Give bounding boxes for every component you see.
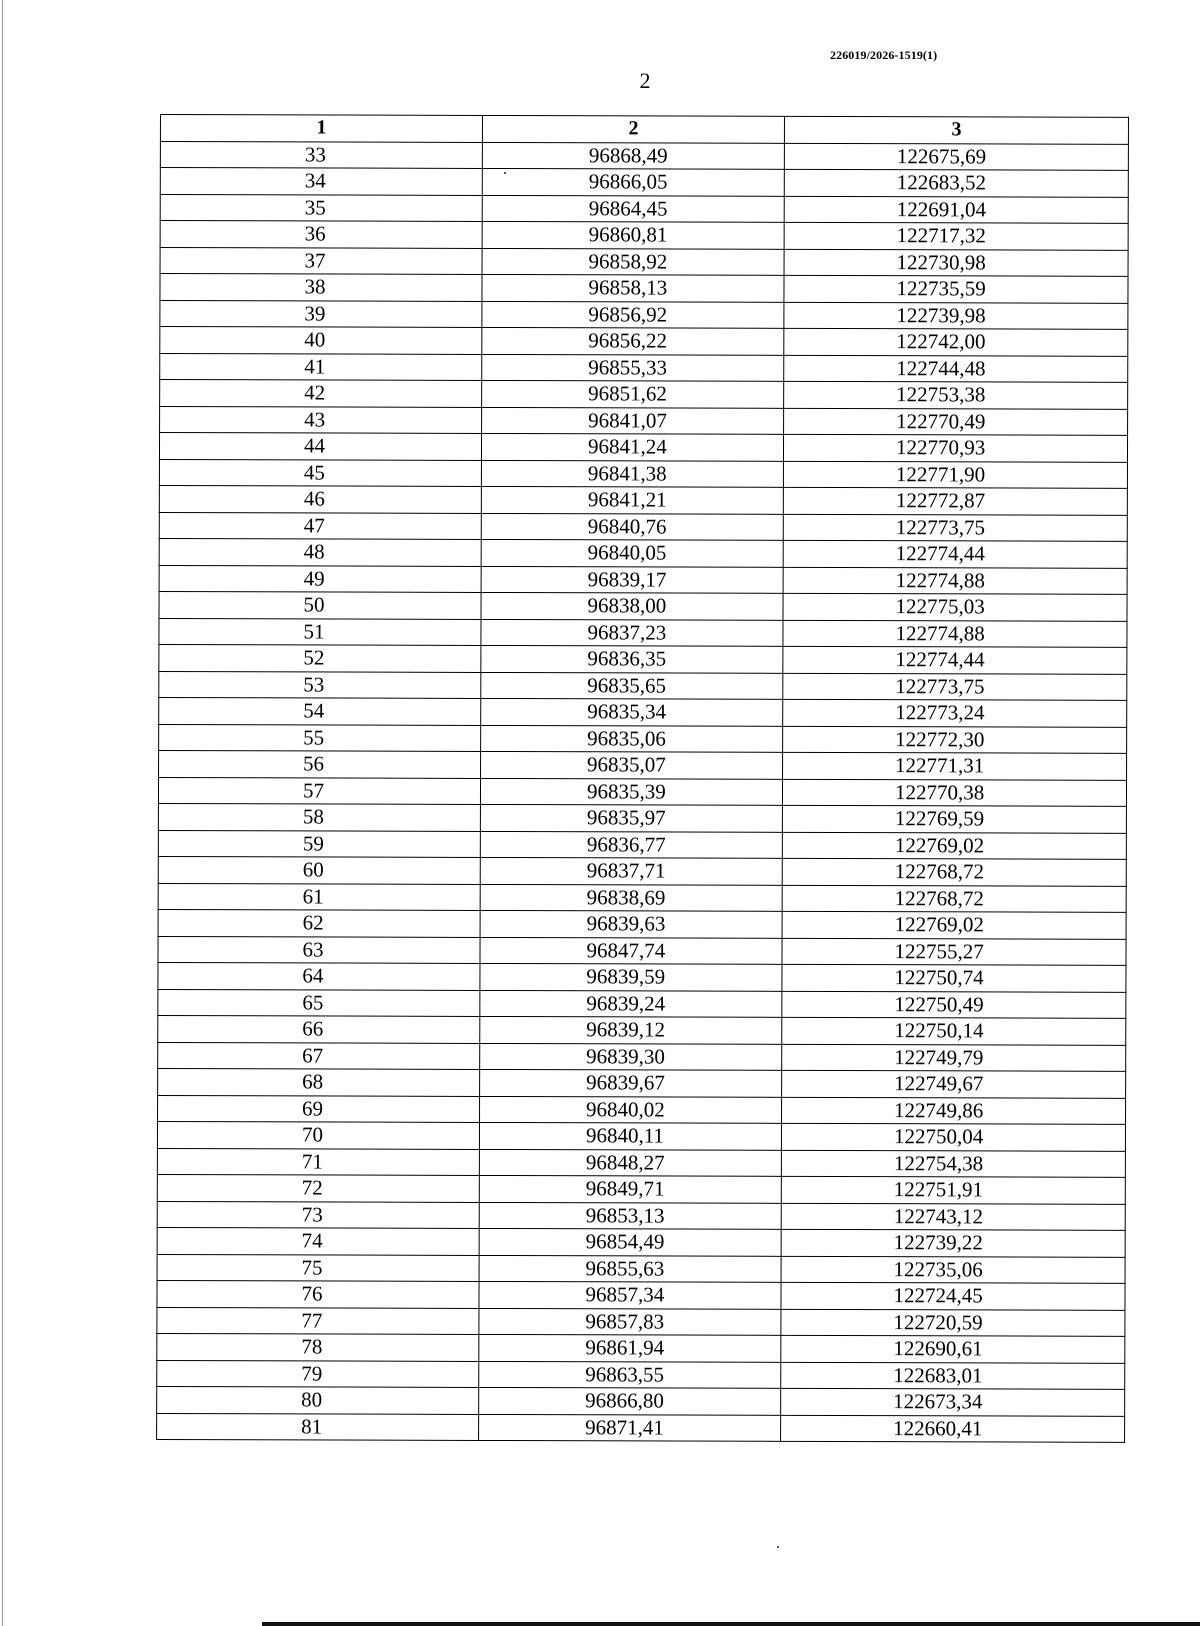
table-cell-col-1: 40	[160, 327, 482, 354]
table-cell-col-2: 96837,23	[481, 619, 783, 646]
table-row	[157, 1307, 1125, 1336]
table-cell-col-3: 122754,38	[781, 1150, 1125, 1178]
table-cell-col-1: 45	[159, 459, 481, 486]
table-row	[159, 485, 1127, 514]
table-cell-col-3: 122735,06	[781, 1256, 1125, 1284]
table-cell-col-1: 76	[157, 1280, 479, 1307]
table-cell-col-3: 122773,75	[783, 514, 1127, 542]
table-cell-col-1: 54	[159, 697, 481, 724]
table-cell-col-2: 96839,24	[480, 990, 782, 1017]
table-cell-col-2: 96841,21	[481, 486, 783, 513]
table-cell-col-2: 96855,33	[482, 354, 784, 381]
table-cell-col-1: 81	[157, 1413, 479, 1440]
table-cell-col-2: 96856,92	[482, 301, 784, 328]
table-cell-col-3: 122730,98	[784, 249, 1128, 277]
table-cell-col-3: 122660,41	[781, 1415, 1125, 1443]
table-row	[157, 1254, 1125, 1283]
table-cell-col-1: 78	[157, 1333, 479, 1360]
table-cell-col-2: 96856,22	[482, 327, 784, 354]
table-cell-col-2: 96835,07	[481, 751, 783, 778]
column-header-2: 2	[482, 115, 784, 142]
table-row	[160, 406, 1128, 435]
table-cell-col-1: 35	[160, 194, 482, 221]
table-cell-col-3: 122755,27	[782, 938, 1126, 966]
table-row	[157, 1280, 1125, 1309]
table-row	[157, 1386, 1125, 1415]
table-row	[157, 1121, 1125, 1150]
table-cell-col-3: 122770,38	[782, 779, 1126, 807]
table-cell-col-1: 65	[158, 989, 480, 1016]
table-cell-col-1: 46	[159, 485, 481, 512]
table-row	[160, 380, 1128, 409]
table-cell-col-2: 96863,55	[479, 1361, 781, 1388]
table-cell-col-2: 96835,39	[480, 778, 782, 805]
table-cell-col-2: 96848,27	[479, 1149, 781, 1176]
table-cell-col-2: 96866,05	[482, 168, 784, 195]
table-cell-col-1: 34	[160, 168, 482, 195]
table-row	[160, 353, 1128, 382]
table-cell-col-2: 96835,34	[481, 698, 783, 725]
table-cell-col-2: 96858,13	[482, 274, 784, 301]
table-cell-col-2: 96866,80	[479, 1387, 781, 1414]
table-cell-col-3: 122744,48	[784, 355, 1128, 383]
table-cell-col-2: 96838,00	[481, 592, 783, 619]
table-row	[159, 459, 1127, 488]
table-cell-col-1: 58	[158, 803, 480, 830]
table-cell-col-2: 96861,94	[479, 1334, 781, 1361]
table-cell-col-1: 49	[159, 565, 481, 592]
table-row	[160, 327, 1128, 356]
table-cell-col-1: 41	[160, 353, 482, 380]
table-cell-col-2: 96839,17	[481, 566, 783, 593]
table-cell-col-1: 37	[160, 247, 482, 274]
table-cell-col-2: 96841,07	[482, 407, 784, 434]
table-cell-col-3: 122773,24	[783, 699, 1127, 727]
table-cell-col-3: 122739,22	[781, 1229, 1125, 1257]
table-cell-col-3: 122774,44	[783, 540, 1127, 568]
table-cell-col-3: 122750,14	[782, 1017, 1126, 1045]
table-cell-col-2: 96839,67	[480, 1069, 782, 1096]
table-row	[160, 194, 1128, 223]
table-row	[159, 697, 1127, 726]
table-cell-col-3: 122735,59	[784, 275, 1128, 303]
table-cell-col-2: 96871,41	[479, 1414, 781, 1441]
table-cell-col-3: 122775,03	[783, 593, 1127, 621]
table-row	[157, 1333, 1125, 1362]
table-cell-col-1: 80	[157, 1386, 479, 1413]
table-cell-col-1: 48	[159, 538, 481, 565]
table-cell-col-2: 96840,02	[480, 1096, 782, 1123]
table-cell-col-1: 68	[158, 1068, 480, 1095]
table-row	[158, 1095, 1126, 1124]
table-cell-col-1: 36	[160, 221, 482, 248]
table-cell-col-1: 63	[158, 936, 480, 963]
table-cell-col-3: 122753,38	[784, 381, 1128, 409]
table-header-row	[160, 115, 1128, 144]
table-row	[157, 1174, 1125, 1203]
table-header	[160, 115, 1128, 144]
document-number: 226019/2026-1519(1)	[830, 48, 938, 62]
table-cell-col-1: 55	[159, 724, 481, 751]
table-row	[159, 724, 1127, 753]
table-cell-col-2: 96854,49	[479, 1228, 781, 1255]
table-cell-col-2: 96840,05	[481, 539, 783, 566]
table-cell-col-2: 96849,71	[479, 1175, 781, 1202]
table-cell-col-3: 122717,32	[784, 222, 1128, 250]
table-row	[159, 591, 1127, 620]
table-cell-col-2: 96839,63	[480, 910, 782, 937]
table-row	[158, 830, 1126, 859]
scan-speck	[504, 172, 506, 174]
table-cell-col-3: 122769,02	[782, 832, 1126, 860]
table-cell-col-1: 33	[160, 141, 482, 168]
table-cell-col-3: 122769,02	[782, 911, 1126, 939]
table-cell-col-1: 52	[159, 644, 481, 671]
table-cell-col-1: 72	[157, 1174, 479, 1201]
table-row	[158, 989, 1126, 1018]
scan-margin-line	[2, 0, 3, 1626]
table-row	[160, 168, 1128, 197]
table-cell-col-1: 56	[159, 750, 481, 777]
table-cell-col-1: 77	[157, 1307, 479, 1334]
coordinates-table	[156, 114, 1129, 1443]
table-cell-col-3: 122771,90	[783, 461, 1127, 489]
table-cell-col-1: 39	[160, 300, 482, 327]
table-cell-col-3: 122750,74	[782, 964, 1126, 992]
table-row	[160, 221, 1128, 250]
table-cell-col-1: 79	[157, 1360, 479, 1387]
table-row	[159, 433, 1127, 462]
table-cell-col-1: 43	[160, 406, 482, 433]
table-row	[160, 141, 1128, 170]
table-cell-col-2: 96840,11	[479, 1122, 781, 1149]
table-cell-col-2: 96864,45	[482, 195, 784, 222]
table-cell-col-1: 67	[158, 1042, 480, 1069]
table-cell-col-3: 122743,12	[781, 1203, 1125, 1231]
table-row	[159, 750, 1127, 779]
table-cell-col-3: 122770,49	[784, 408, 1128, 436]
table-cell-col-3: 122768,72	[782, 858, 1126, 886]
table-cell-col-2: 96837,71	[480, 857, 782, 884]
table-cell-col-1: 66	[158, 1015, 480, 1042]
table-cell-col-1: 38	[160, 274, 482, 301]
table-row	[159, 618, 1127, 647]
table-cell-col-1: 57	[158, 777, 480, 804]
table-cell-col-2: 96860,81	[482, 221, 784, 248]
table-cell-col-2: 96857,83	[479, 1308, 781, 1335]
table-row	[158, 1015, 1126, 1044]
table-row	[158, 883, 1126, 912]
table-cell-col-1: 44	[159, 433, 481, 460]
table-cell-col-2: 96855,63	[479, 1255, 781, 1282]
table-cell-col-3: 122720,59	[781, 1309, 1125, 1337]
table-row	[157, 1413, 1125, 1442]
table-cell-col-1: 53	[159, 671, 481, 698]
scan-speck	[777, 1546, 779, 1548]
table-row	[160, 274, 1128, 303]
table-cell-col-3: 122750,04	[781, 1123, 1125, 1151]
table-cell-col-2: 96841,24	[481, 433, 783, 460]
column-header-1: 1	[160, 115, 482, 142]
table-cell-col-3: 122750,49	[782, 991, 1126, 1019]
coordinates-table-container	[156, 114, 1128, 1443]
table-cell-col-2: 96858,92	[482, 248, 784, 275]
table-cell-col-1: 47	[159, 512, 481, 539]
table-cell-col-3: 122675,69	[784, 143, 1128, 171]
table-cell-col-3: 122773,75	[783, 673, 1127, 701]
table-cell-col-3: 122690,61	[781, 1335, 1125, 1363]
table-cell-col-2: 96836,35	[481, 645, 783, 672]
table-cell-col-3: 122774,88	[783, 567, 1127, 595]
table-cell-col-2: 96868,49	[482, 142, 784, 169]
table-cell-col-2: 96840,76	[481, 513, 783, 540]
table-cell-col-3: 122774,44	[783, 646, 1127, 674]
table-cell-col-2: 96839,12	[480, 1016, 782, 1043]
table-cell-col-3: 122683,52	[784, 169, 1128, 197]
table-row	[157, 1148, 1125, 1177]
table-row	[159, 565, 1127, 594]
table-cell-col-1: 51	[159, 618, 481, 645]
table-row	[158, 1042, 1126, 1071]
table-cell-col-3: 122770,93	[783, 434, 1127, 462]
table-row	[158, 777, 1126, 806]
table-cell-col-2: 96857,34	[479, 1281, 781, 1308]
table-row	[160, 247, 1128, 276]
table-cell-col-3: 122749,67	[782, 1070, 1126, 1098]
table-cell-col-3: 122774,88	[783, 620, 1127, 648]
table-cell-col-2: 96836,77	[480, 831, 782, 858]
table-cell-col-3: 122673,34	[781, 1388, 1125, 1416]
table-row	[157, 1201, 1125, 1230]
table-body	[157, 141, 1129, 1442]
table-cell-col-3: 122749,79	[782, 1044, 1126, 1072]
table-cell-col-1: 64	[158, 962, 480, 989]
table-cell-col-2: 96847,74	[480, 937, 782, 964]
table-cell-col-3: 122771,31	[783, 752, 1127, 780]
table-cell-col-2: 96851,62	[482, 380, 784, 407]
table-row	[160, 300, 1128, 329]
table-cell-col-3: 122772,30	[783, 726, 1127, 754]
table-cell-col-1: 59	[158, 830, 480, 857]
table-cell-col-2: 96835,65	[481, 672, 783, 699]
table-cell-col-1: 62	[158, 909, 480, 936]
scan-bottom-edge	[262, 1622, 1200, 1626]
table-cell-col-3: 122724,45	[781, 1282, 1125, 1310]
table-cell-col-3: 122742,00	[784, 328, 1128, 356]
column-header-3: 3	[784, 116, 1128, 144]
table-row	[157, 1227, 1125, 1256]
table-cell-col-3: 122772,87	[783, 487, 1127, 515]
table-cell-col-3: 122751,91	[781, 1176, 1125, 1204]
table-cell-col-2: 96841,38	[481, 460, 783, 487]
table-cell-col-1: 71	[157, 1148, 479, 1175]
table-cell-col-3: 122683,01	[781, 1362, 1125, 1390]
table-row	[158, 936, 1126, 965]
table-row	[159, 512, 1127, 541]
table-row	[159, 671, 1127, 700]
table-cell-col-1: 70	[157, 1121, 479, 1148]
table-row	[159, 644, 1127, 673]
table-row	[158, 909, 1126, 938]
table-cell-col-2: 96838,69	[480, 884, 782, 911]
table-cell-col-3: 122768,72	[782, 885, 1126, 913]
table-cell-col-3: 122749,86	[782, 1097, 1126, 1125]
table-cell-col-3: 122739,98	[784, 302, 1128, 330]
table-row	[158, 962, 1126, 991]
table-row	[158, 856, 1126, 885]
table-cell-col-2: 96853,13	[479, 1202, 781, 1229]
table-cell-col-3: 122691,04	[784, 196, 1128, 224]
table-cell-col-3: 122769,59	[782, 805, 1126, 833]
table-row	[159, 538, 1127, 567]
table-cell-col-1: 60	[158, 856, 480, 883]
table-cell-col-2: 96835,97	[480, 804, 782, 831]
table-cell-col-1: 73	[157, 1201, 479, 1228]
table-cell-col-1: 69	[158, 1095, 480, 1122]
page-number: 2	[639, 68, 651, 93]
table-cell-col-1: 42	[160, 380, 482, 407]
table-row	[157, 1360, 1125, 1389]
table-cell-col-2: 96839,59	[480, 963, 782, 990]
table-cell-col-2: 96839,30	[480, 1043, 782, 1070]
table-cell-col-1: 74	[157, 1227, 479, 1254]
table-cell-col-1: 50	[159, 591, 481, 618]
table-cell-col-1: 75	[157, 1254, 479, 1281]
table-cell-col-1: 61	[158, 883, 480, 910]
table-row	[158, 803, 1126, 832]
table-cell-col-2: 96835,06	[481, 725, 783, 752]
table-row	[158, 1068, 1126, 1097]
